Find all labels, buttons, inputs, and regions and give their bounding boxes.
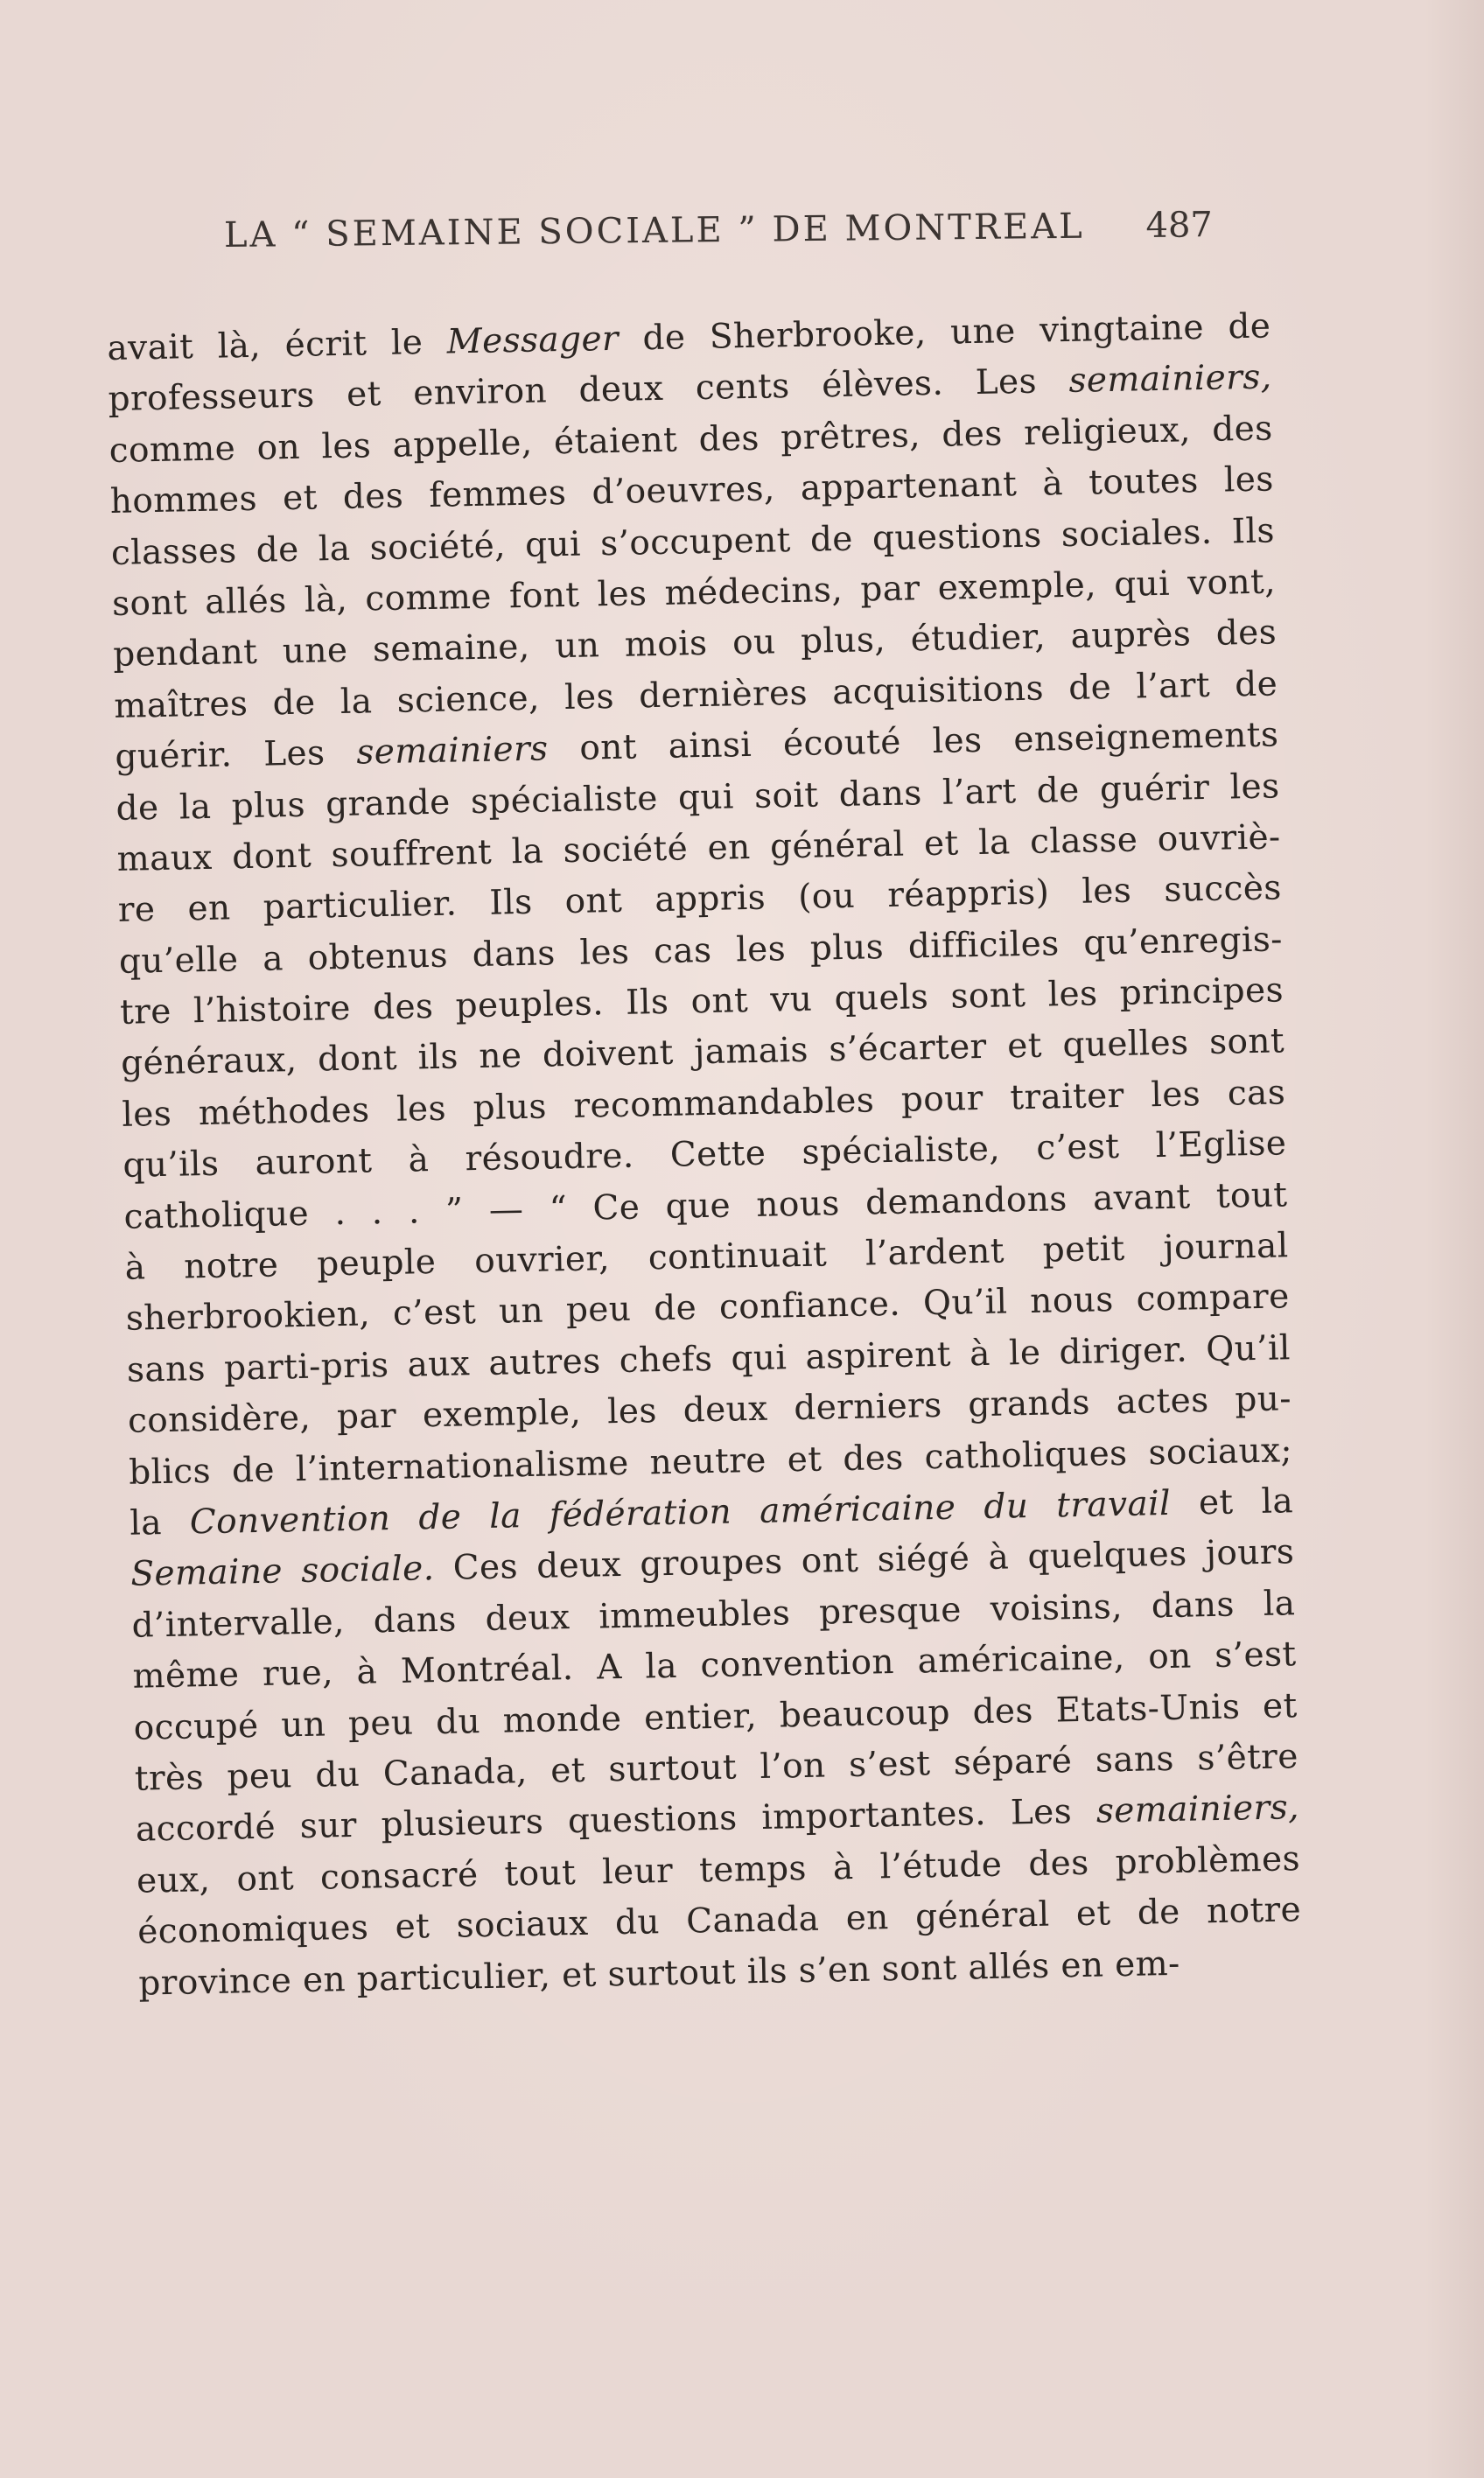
italic-segment: semainiers — [355, 729, 549, 773]
text-segment: guérir. Les — [115, 732, 357, 778]
text-segment: de la plus grande spécialiste qui soit dans l’art de guérir les — [116, 766, 1280, 829]
text-segment: sont allés là, comme font les médecins, par exemple, qui vont, — [111, 562, 1277, 624]
italic-segment: semainiers, — [1096, 1788, 1300, 1831]
italic-segment: Convention de la fédération américaine du travail — [189, 1483, 1172, 1543]
text-segment: avait là, écrit le — [107, 322, 448, 368]
text-segment: professeurs et environ deux cents élèves. Les — [108, 361, 1069, 420]
text-segment: d’intervalle, dans deux immeubles presque voisins, dans la — [131, 1583, 1296, 1646]
text-segment: même rue, à Montréal. A la convention américaine, on s’est — [132, 1634, 1297, 1697]
page-number: 487 — [1145, 205, 1214, 246]
text-segment: eux, ont consacré tout leur temps à l’étude des problèmes — [136, 1838, 1301, 1901]
body-text — [107, 301, 1303, 2009]
text-segment: sans parti-pris aux autres chefs qui aspirent à le diriger. Qu’il — [126, 1328, 1292, 1390]
text-segment: ont ainsi écouté les enseignements — [548, 715, 1279, 769]
text-segment: sherbrookien, c’est un peu de confiance. Qu’il nous compare — [125, 1277, 1291, 1340]
text-segment: accordé sur plusieurs questions importantes. Les — [135, 1791, 1097, 1851]
text-segment: économiques et sociaux du Canada en général et de notre — [136, 1890, 1302, 1952]
text-segment: occupé un peu du monde entier, beaucoup des Etats-Unis et — [133, 1685, 1298, 1748]
text-segment: Ces deux groupes ont siégé à quelques jours — [434, 1532, 1295, 1589]
italic-segment: Semaine sociale. — [130, 1549, 435, 1595]
text-segment: les méthodes les plus recommandables pour traiter les cas — [121, 1073, 1286, 1135]
running-title: LA “ SEMAINE SOCIALE ” DE MONTREAL — [223, 206, 1085, 256]
text-segment: tre l’histoire des peuples. Ils ont vu quels sont les principes — [119, 970, 1284, 1032]
text-segment: très peu du Canada, et surtout l’on s’est séparé sans s’être — [134, 1737, 1299, 1799]
text-segment: la — [129, 1502, 191, 1544]
text-segment: province en particulier, et surtout ils s’en sont allés en em- — [137, 1943, 1181, 2004]
text-segment: catholique . . . ” — “ Ce que nous demandons avant tout — [123, 1174, 1288, 1237]
text-segment: considère, par exemple, les deux derniers grands actes pu- — [127, 1379, 1292, 1441]
text-segment: hommes et des femmes d’oeuvres, appartenant à toutes les — [109, 459, 1275, 522]
text-segment: blics de l’internationalisme neutre et des catholiques sociaux; — [128, 1430, 1293, 1493]
text-segment: de Sherbrooke, une vingtaine de — [618, 306, 1271, 359]
text-segment: généraux, dont ils ne doivent jamais s’écarter et quelles sont — [120, 1021, 1285, 1084]
italic-segment: semainiers, — [1068, 357, 1272, 402]
text-segment: maîtres de la science, les dernières acquisitions de l’art de — [113, 664, 1278, 726]
italic-segment: Messager — [446, 318, 620, 362]
text-segment: re en particulier. Ils ont appris (ou réappris) les succès — [117, 868, 1283, 931]
text-segment: maux dont souffrent la société en général et la classe ouvriè- — [116, 817, 1281, 879]
running-head — [224, 205, 1214, 268]
text-segment: à notre peuple ouvrier, continuait l’ardent petit journal — [124, 1226, 1289, 1288]
text-segment: pendant une semaine, un mois ou plus, étudier, auprès des — [112, 612, 1278, 676]
text-segment: qu’ils auront à résoudre. Cette spécialiste, c’est l’Eglise — [122, 1124, 1287, 1186]
text-segment: qu’elle a obtenus dans les cas les plus difficiles qu’enregis- — [118, 920, 1284, 982]
text-segment: classes de la société, qui s’occupent de questions sociales. Ils — [110, 510, 1276, 573]
text-segment: comme on les appelle, étaient des prêtres, des religieux, des — [108, 409, 1273, 471]
text-segment: et la — [1170, 1481, 1294, 1523]
